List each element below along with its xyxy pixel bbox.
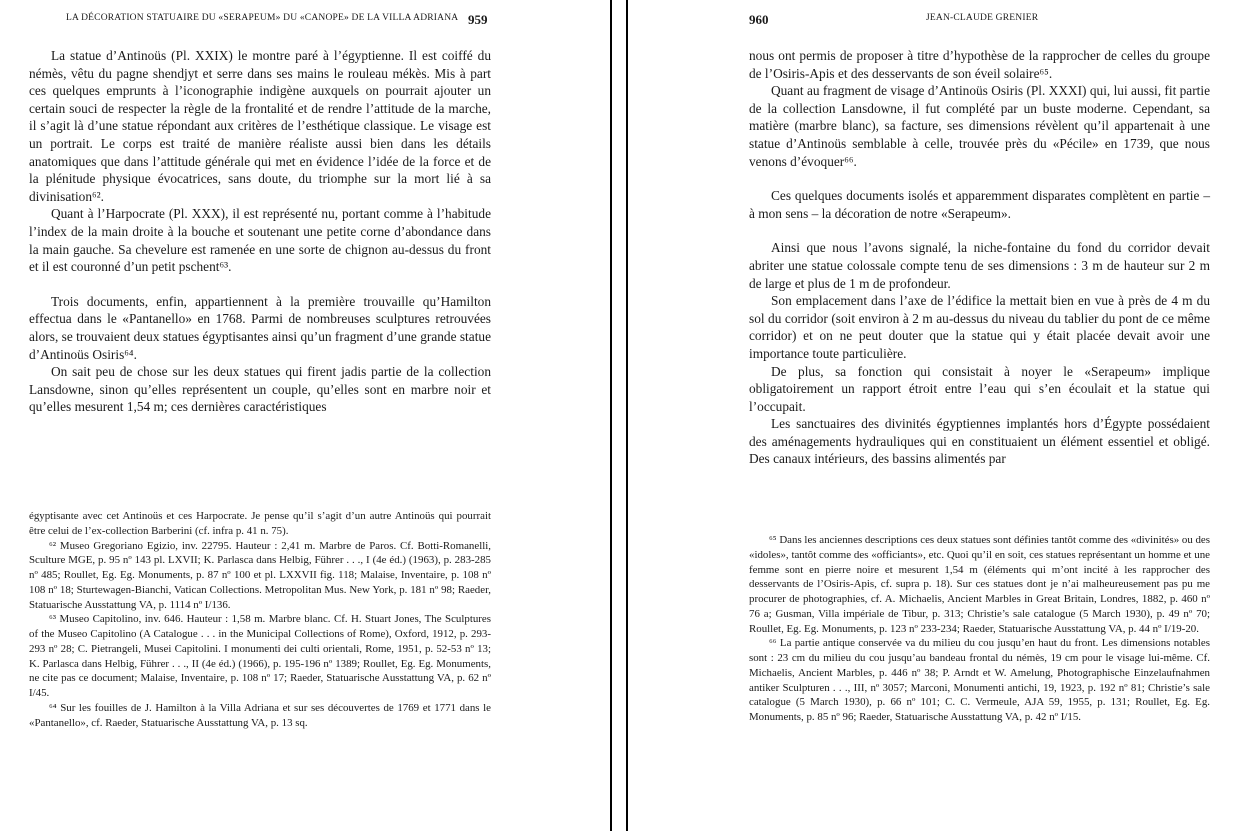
right-page (628, 0, 1246, 831)
page-number: 959 (468, 12, 488, 27)
paragraph: Son emplacement dans l’axe de l’édifice la mettait bien en vue à près de 4 m du sol du corridor (soit environ à 2 m au-dessus du niveau du tablier du pont de ce même corridor) et on ne peut douter que la statue qui y était placée devait avoir une importance toute particulière. (749, 293, 1210, 361)
footnote: ⁶⁴ Sur les fouilles de J. Hamilton à la Villa Adriana et sur ses découvertes de 1769 et 1771 dans le «Pantanello», cf. Raeder, Statuarische Ausstattung VA, p. 13 sq. (29, 701, 491, 729)
footnotes (749, 533, 1210, 725)
footnote: ⁶² Museo Gregoriano Egizio, inv. 22795. Hauteur : 2,41 m. Marbre de Paros. Cf. Botti-Romanelli, Sculture MGE, p. 95 nº 143 pl. LXVII; K. Parlasca dans Helbig, Führer . . ., I (4e éd.) (1963), p. 283-285 nº 485; Roullet, Eg. Eg. Monuments, p. 87 nº 100 et pl. LXXVII fig. 118; Malaise, Inventaire, p. 108 nº 108 nº 18; Sturtewagen-Bianchi, Vatican Collections. Metropolitan Mus. New York, p. 181 nº 98; Raeder, Statuarische Ausstattung VA, p. 1114 nº I/136. (29, 539, 491, 611)
left-page (0, 0, 610, 831)
footnote: égyptisante avec cet Antinoüs et ces Harpocrate. Je pense qu’il s’agit d’un autre Antinoüs qui pourrait être celui de l’ex-collection Barberini (cf. infra p. 41 n. 75). (29, 510, 491, 537)
running-head: LA DÉCORATION STATUAIRE DU «SERAPEUM» DU «CANOPE» DE LA VILLA ADRIANA (66, 13, 459, 23)
paragraph: De plus, sa fonction qui consistait à noyer le «Serapeum» implique obligatoirement un rapport étroit entre l’eau qui s’en écoulait et la statue qui l’occupait. (749, 363, 1210, 414)
footnote: ⁶⁶ La partie antique conservée va du milieu du cou jusqu’en haut du front. Les dimensions notables sont : 23 cm du milieu du cou jusqu’au bandeau frontal du némès, 19 cm pour le visage lui-même. Cf. Michaelis, Ancient Marbles, p. 446 nº 38; P. Arndt et W. Amelung, Photographische Einzelaufnahmen antiker Sculpturen . . ., III, nº 3057; Marconi, Monumenti antichi, 19, 1923, p. 192 nº 81; Christie’s sale catalogue (5 March 1930), p. 66 nº 101; C. C. Vermeule, AJA 59, 1955, p. 131; Roullet, Eg. Eg. Monuments, p. 85 nº 96; Raeder, Statuarische Ausstattung VA, p. 42 nº I/15. (749, 637, 1210, 723)
paragraph: Trois documents, enfin, appartiennent à la première trouvaille qu’Hamilton effectua dans le «Pantanello» en 1768. Parmi de nombreuses sculptures retrouvées alors, se trouvaient deux statues égyptisantes ainsi qu’un fragment d’une grande statue d’Antinoüs Osiris⁶⁴. (29, 293, 491, 362)
paragraph: La statue d’Antinoüs (Pl. XXIX) le montre paré à l’égyptienne. Il est coiffé du némès, vêtu du pagne shendjyt et serre dans ses mains le rouleau mékès. Mis à part ces quelques emprunts à l’iconographie indigène auxquels on pourrait ajouter un certain souci de respecter la règle de la frontalité et de rendre l’attitude de la marche, il s’agit là d’une statue répondant aux critères de l’esthétique classique. Le visage est un portrait. Le corps est traité de manière réaliste aussi bien dans les détails anatomiques que dans l’attitude générale qui met en évidence l’idée de la force et de la plénitude physique évocatrices, sans doute, du triomphe sur la mort lié à sa divinisation⁶². (29, 48, 491, 204)
paragraph: On sait peu de chose sur les deux statues qui firent jadis partie de la collection Lansdowne, sinon qu’elles représentent un couple, qu’elles sont en marbre noir et qu’elles mesurent 1,54 m; ces dernières caractéristiques (29, 364, 491, 415)
page-edge-line (610, 0, 612, 831)
page-number: 960 (749, 12, 769, 27)
paragraph: Ainsi que nous l’avons signalé, la niche-fontaine du fond du corridor devait abriter une statue colossale compte tenu de ses dimensions : 3 m de hauteur sur 2 m de large et plus de 1 m de profondeur. (749, 240, 1210, 291)
paragraph: Ces quelques documents isolés et apparemment disparates complètent en partie – à mon sens – la décoration de notre «Serapeum». (749, 188, 1210, 221)
paragraph: nous ont permis de proposer à titre d’hypothèse de la rapprocher de celles du groupe de l’Osiris-Apis et des desservants de son éveil solaire⁶⁵. (749, 48, 1210, 81)
footnote: ⁶⁵ Dans les anciennes descriptions ces deux statues sont définies tantôt comme des «divinités» ou des «idoles», tantôt comme des «officiants», etc. Quoi qu’il en soit, ces statues représentant un homme et une femme sont en pierre noire et mesurent 1,54 m (éléments qui m’ont incité à les rapprocher des desservants de l’Osiris-Apis, cf. supra p. 18). Sur ces statues dont je n’ai malheureusement pas pu me procurer de photographies, cf. A. Michaelis, Ancient Marbles in Great Britain, Londres, 1882, p. 460 nº 76 a; Gusman, Villa impériale de Tibur, p. 313; Christie’s sale catalogue (5 March 1930), p. 49 nº 70; Roullet, Eg. Eg. Monuments, p. 123 nº 233-234; Raeder, Statuarische Ausstattung VA, p. 44 nº I/19-20. (749, 534, 1211, 635)
paragraph: Quant au fragment de visage d’Antinoüs Osiris (Pl. XXXI) qui, lui aussi, fit partie de la collection Lansdowne, il fut complété par un buste moderne. Cependant, sa matière (marbre blanc), sa facture, ses dimensions révèlent qu’il appartenait à une statue d’Antinoüs semblable à celle, trouvée près du «Pécile» en 1739, que nous venons d’évoquer⁶⁶. (749, 83, 1210, 169)
main-text (749, 47, 1210, 468)
footnotes (29, 509, 491, 730)
running-head: JEAN-CLAUDE GRENIER (926, 13, 1039, 23)
footnote: ⁶³ Museo Capitolino, inv. 646. Hauteur : 1,58 m. Marbre blanc. Cf. H. Stuart Jones, The Sculptures of the Museo Capitolino (A Catalogue . . . in the Municipal Collections of Rome), Oxford, 1912, p. 293-293 nº 28; C. Pietrangeli, Musei Capitolini. I monumenti dei culti orientali, Rome, 1951, p. 52-53 nº 13; K. Parlasca dans Helbig, Führer . . ., II (4e éd.) (1966), p. 195-196 nº 1389; Roullet, Eg. Eg. Monuments, ne cite pas ce document; Malaise, Inventaire, p. 108 nº 17; Raeder, Statuarische Ausstattung VA, p. 62 nº I/45. (29, 613, 491, 699)
main-text (29, 47, 491, 416)
paragraph: Les sanctuaires des divinités égyptiennes implantés hors d’Égypte possédaient des aménagements hydrauliques qui en constituaient un élément essentiel et obligé. Des canaux intérieurs, des bassins alimentés par (749, 416, 1210, 467)
paragraph: Quant à l’Harpocrate (Pl. XXX), il est représenté nu, portant comme à l’habitude l’index de la main droite à la bouche et soutenant une petite corne d’abondance dans la main gauche. Sa chevelure est ramenée en une sorte de chignon au-dessus du front et il est couronné d’un petit pschent⁶³. (29, 206, 491, 275)
